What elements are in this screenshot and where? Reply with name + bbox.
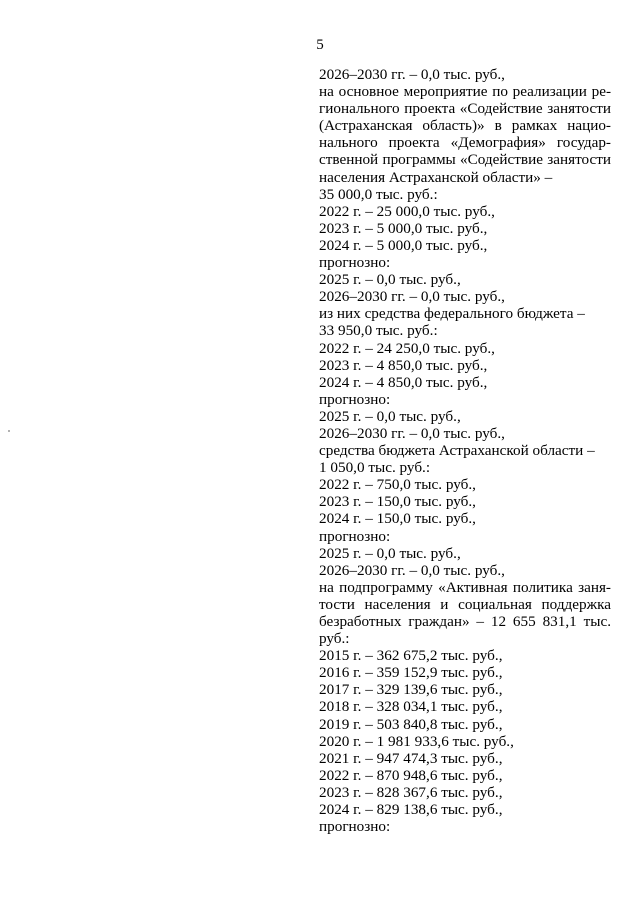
text-line: ственной программы «Содействие занятости [319, 151, 611, 169]
text-line: прогнозно: [319, 390, 391, 408]
text-line: 33 950,0 тыс. руб.: [319, 322, 438, 340]
text-line: на подпрограмму «Активная политика заня- [319, 578, 611, 596]
text-line: 2022 г. – 870 948,6 тыс. руб., [319, 766, 503, 784]
text-line: безработных граждан» – 12 655 831,1 тыс. [319, 613, 611, 630]
text-line: 2020 г. – 1 981 933,6 тыс. руб., [319, 732, 514, 750]
text-line: тости населения и социальная поддержка [319, 595, 611, 613]
text-line: 35 000,0 тыс. руб.: [319, 185, 438, 203]
text-line: (Астраханская область)» в рамках нацио- [319, 117, 611, 135]
document-text-column [319, 66, 611, 835]
text-line: 2023 г. – 828 367,6 тыс. руб., [319, 783, 503, 801]
text-line: 2026–2030 гг. – 0,0 тыс. руб., [319, 561, 505, 579]
text-line: 2021 г. – 947 474,3 тыс. руб., [319, 749, 503, 767]
text-line: прогнозно: [319, 818, 391, 836]
text-line: 2018 г. – 328 034,1 тыс. руб., [319, 698, 503, 716]
text-line: 2024 г. – 150,0 тыс. руб., [319, 510, 476, 528]
text-line: населения Астраханской области» – [319, 168, 553, 186]
text-line: 2019 г. – 503 840,8 тыс. руб., [319, 715, 503, 733]
text-line: 1 050,0 тыс. руб.: [319, 459, 431, 477]
text-line: 2025 г. – 0,0 тыс. руб., [319, 544, 461, 562]
text-line: прогнозно: [319, 254, 391, 272]
text-line: 2025 г. – 0,0 тыс. руб., [319, 407, 461, 425]
text-line: средства бюджета Астраханской области – [319, 442, 595, 460]
text-line: руб.: [319, 630, 350, 648]
text-line: 2024 г. – 5 000,0 тыс. руб., [319, 236, 488, 254]
text-line: 2026–2030 гг. – 0,0 тыс. руб., [319, 424, 505, 442]
text-line: 2026–2030 гг. – 0,0 тыс. руб., [319, 288, 505, 306]
text-line: 2026–2030 гг. – 0,0 тыс. руб., [319, 66, 505, 83]
text-line: 2023 г. – 4 850,0 тыс. руб., [319, 356, 488, 374]
text-line: гионального проекта «Содействие занятости [319, 100, 611, 118]
text-line: нального проекта «Демография» государ- [319, 134, 611, 152]
text-line: из них средства федерального бюджета – [319, 305, 585, 323]
text-line: 2015 г. – 362 675,2 тыс. руб., [319, 647, 503, 665]
scan-artifact-dot [8, 430, 10, 432]
text-line: 2024 г. – 4 850,0 тыс. руб., [319, 373, 488, 391]
text-line: 2025 г. – 0,0 тыс. руб., [319, 271, 461, 289]
text-line: 2022 г. – 750,0 тыс. руб., [319, 476, 476, 494]
text-line: 2022 г. – 24 250,0 тыс. руб., [319, 339, 495, 357]
text-line: 2016 г. – 359 152,9 тыс. руб., [319, 664, 503, 682]
text-line: 2022 г. – 25 000,0 тыс. руб., [319, 202, 495, 220]
page-number: 5 [316, 37, 324, 53]
text-line: на основное мероприятие по реализации ре- [319, 83, 611, 101]
text-line: 2023 г. – 5 000,0 тыс. руб., [319, 219, 488, 237]
text-line: прогнозно: [319, 527, 391, 545]
text-line: 2023 г. – 150,0 тыс. руб., [319, 493, 476, 511]
text-line: 2024 г. – 829 138,6 тыс. руб., [319, 801, 503, 819]
text-line: 2017 г. – 329 139,6 тыс. руб., [319, 681, 503, 699]
